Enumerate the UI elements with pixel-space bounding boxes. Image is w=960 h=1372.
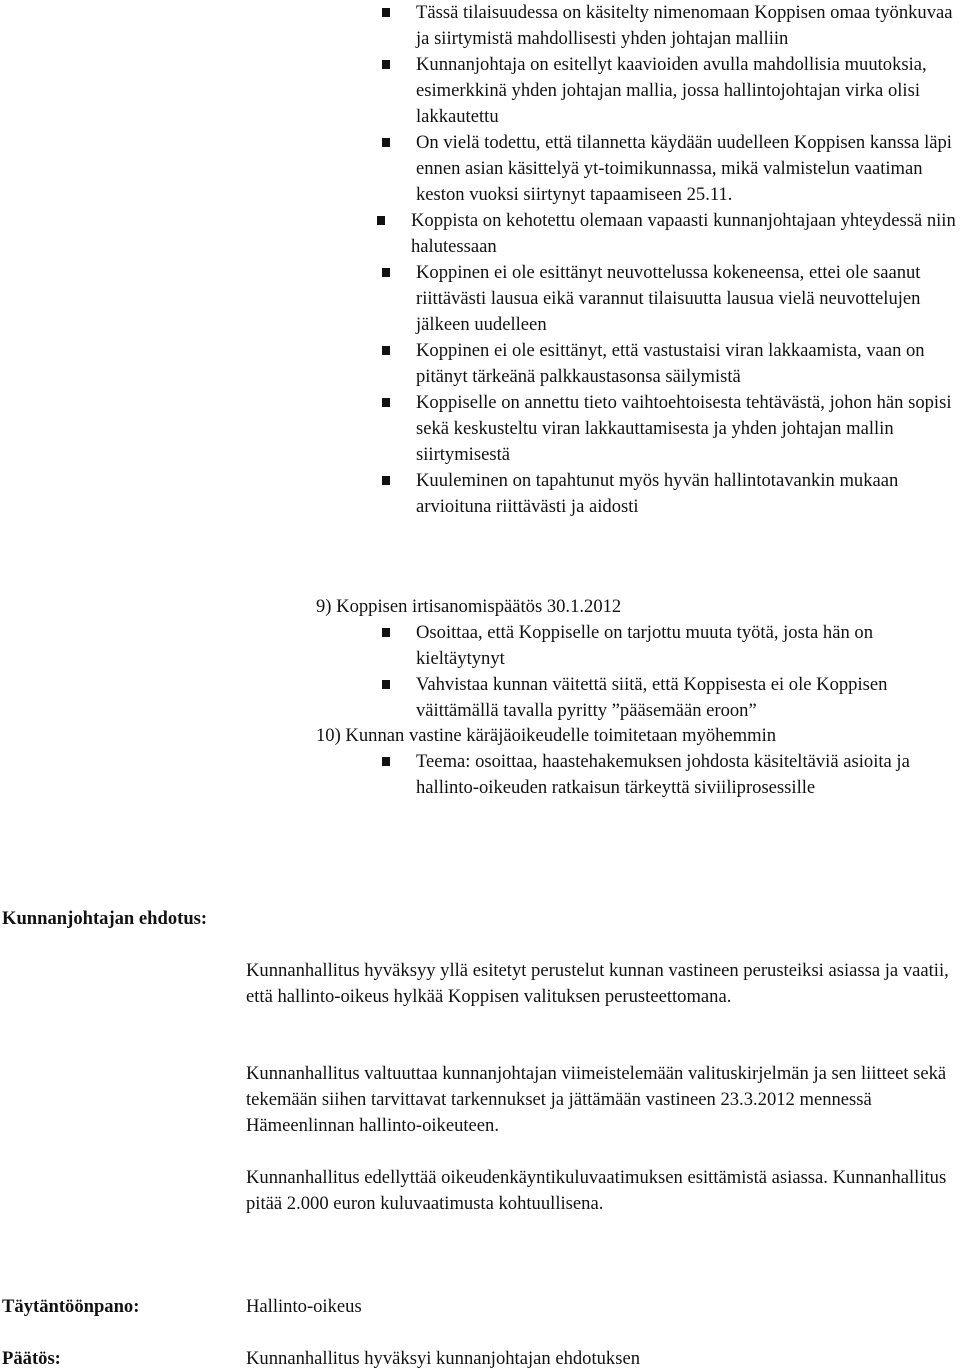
- list-item: Koppinen ei ole esittänyt, että vastustaisi viran lakkaamista, vaan on pitänyt tärkeänä palkkaustasonsa säilymistä: [382, 338, 958, 390]
- list-item: Kuuleminen on tapahtunut myös hyvän hallintotavankin mukaan arvioituna riittävästi ja aidosti: [382, 468, 958, 520]
- list-item: Tässä tilaisuudessa on käsitelty nimenomaan Koppisen omaa työnkuvaa ja siirtymistä mahdollisesti yhden johtajan malliin: [382, 0, 958, 52]
- decision-value: Kunnanhallitus hyväksyi kunnanjohtajan ehdotuksen: [246, 1348, 641, 1369]
- decision-label: Päätös:: [2, 1348, 61, 1369]
- proposal-label: Kunnanjohtajan ehdotus:: [2, 908, 208, 929]
- list-item: Vahvistaa kunnan väitettä siitä, että Koppisesta ei ole Koppisen väittämällä tavalla pyritty ”pääsemään eroon”: [382, 672, 958, 724]
- list-item: Osoittaa, että Koppiselle on tarjottu muuta työtä, josta hän on kieltäytynyt: [382, 620, 958, 672]
- list-item: Koppinen ei ole esittänyt neuvottelussa kokeneensa, ettei ole saanut riittävästi lausua eikä varannut tilaisuutta lausua vielä neuvottelujen jälkeen uudelleen: [382, 260, 958, 338]
- square-bullet-icon: [382, 268, 390, 277]
- proposal-paragraph: Kunnanhallitus edellyttää oikeudenkäyntikuluvaatimuksen esittämistä asiassa. Kunnanhallitus pitää 2.000 euron kuluvaatimusta kohtuullisena.: [246, 1167, 947, 1214]
- item10-heading: 10) Kunnan vastine käräjäoikeudelle toimitetaan myöhemmin: [316, 725, 777, 746]
- square-bullet-icon: [382, 138, 390, 147]
- square-bullet-icon: [382, 680, 390, 689]
- square-bullet-icon: [382, 476, 390, 485]
- list-item: Koppista on kehotettu olemaan vapaasti kunnanjohtajaan yhteydessä niin halutessaan: [377, 208, 958, 260]
- list-item: Kunnanjohtaja on esitellyt kaavioiden avulla mahdollisia muutoksia, esimerkkinä yhden johtajan mallia, jossa hallintojohtajan virka olisi lakkautettu: [382, 52, 958, 130]
- list-item: On vielä todettu, että tilannetta käydään uudelleen Koppisen kanssa läpi ennen asian käsittelyä yt-toimikunnassa, mikä valmistelun vaatiman keston vuoksi siirtynyt tapaamiseen 25.11.: [382, 130, 958, 208]
- execution-label: Täytäntöönpano:: [2, 1296, 140, 1317]
- proposal-paragraph: Kunnanhallitus hyväksyy yllä esitetyt perustelut kunnan vastineen perusteiksi asiassa ja vaatii, että hallinto-oikeus hylkää Koppisen valituksen perusteettomana.: [246, 960, 949, 1007]
- item10-bullet-list: [382, 749, 958, 801]
- list-item: Teema: osoittaa, haastehakemuksen johdosta käsiteltäviä asioita ja hallinto-oikeuden ratkaisun tärkeyttä siviiliprosessille: [382, 749, 958, 801]
- square-bullet-icon: [382, 628, 390, 637]
- item9-heading: 9) Koppisen irtisanomispäätös 30.1.2012: [316, 596, 622, 617]
- square-bullet-icon: [377, 216, 385, 225]
- proposal-paragraph: Kunnanhallitus valtuuttaa kunnanjohtajan viimeistelemään valituskirjelmän ja sen liitteet sekä tekemään siihen tarvittavat tarkennukset ja jättämään vastineen 23.3.2012 mennessä Hämeenlinnan hallinto-oikeuteen.: [246, 1063, 947, 1136]
- item9-bullet-list: [382, 620, 958, 724]
- square-bullet-icon: [382, 8, 390, 17]
- square-bullet-icon: [382, 757, 390, 766]
- square-bullet-icon: [382, 398, 390, 407]
- square-bullet-icon: [382, 60, 390, 69]
- square-bullet-icon: [382, 346, 390, 355]
- section8-bullet-list: [382, 0, 958, 520]
- list-item: Koppiselle on annettu tieto vaihtoehtoisesta tehtävästä, johon hän sopisi sekä keskusteltu viran lakkauttamisesta ja yhden johtajan mallin siirtymisestä: [382, 390, 958, 468]
- execution-value: Hallinto-oikeus: [246, 1296, 362, 1317]
